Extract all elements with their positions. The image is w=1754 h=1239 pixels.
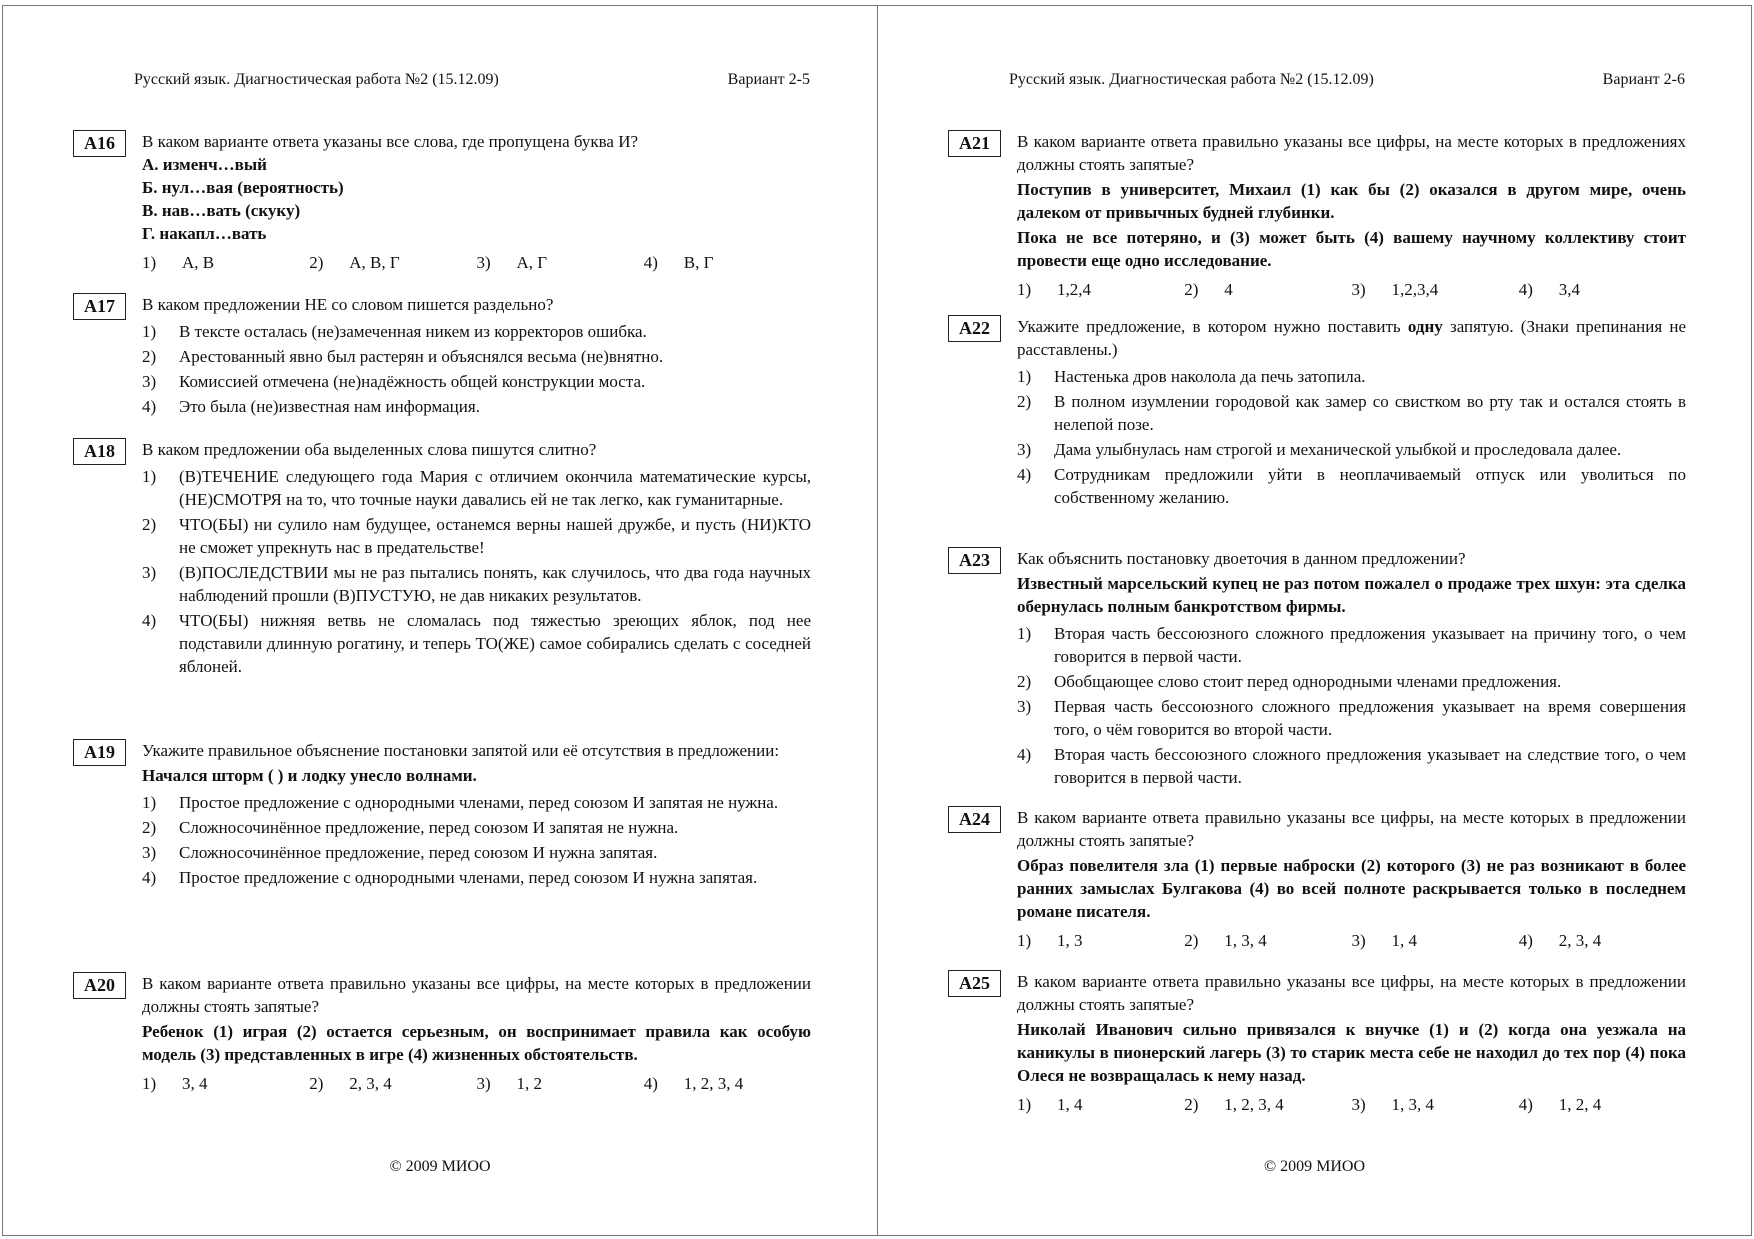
answer-choice: 2) А, В, Г bbox=[309, 253, 400, 272]
example-sentence: Известный марсельский купец не раз потом пожалел о продаже трех шхун: эта сделка обернулась полным банкротством фирмы. bbox=[1017, 574, 1686, 616]
question-stem: В каком предложении НЕ со словом пишется раздельно? bbox=[142, 295, 554, 314]
answer-choice: 2) 1, 3, 4 bbox=[1184, 931, 1267, 950]
option: 1) Вторая часть бессоюзного сложного предложения указывает на причину того, о чем говорится в первой части. bbox=[1017, 624, 1686, 666]
question-label: A25 bbox=[948, 970, 1001, 997]
answer-choice: 3) 1,2,3,4 bbox=[1351, 280, 1439, 299]
question-stem: В каком варианте ответа правильно указаны все цифры, на месте которых в предложении должны стоять запятые? bbox=[142, 974, 811, 1016]
option: 1) (В)ТЕЧЕНИЕ следующего года Мария с отличием окончила математические курсы, (НЕ)СМОТРЯ на то, что точные науки давались ей не так легко, как гуманитарные. bbox=[142, 467, 811, 509]
answer-choice: 4) 1, 2, 3, 4 bbox=[643, 1074, 744, 1093]
question-stem: В каком варианте ответа правильно указаны все цифры, на месте которых в предложениях должны стоять запятые? bbox=[1017, 132, 1686, 174]
letter-option: В. нав…вать (скуку) bbox=[142, 201, 301, 220]
option-list bbox=[142, 791, 811, 889]
option: 4) Это была (не)известная нам информация. bbox=[142, 397, 480, 416]
emphasis-word: одну bbox=[1407, 317, 1443, 336]
answer-choice: 1) 1, 3 bbox=[1017, 931, 1083, 950]
answer-choice: 2) 2, 3, 4 bbox=[309, 1074, 392, 1093]
question-a25 bbox=[948, 970, 1688, 1116]
option: 1) Простое предложение с однородными членами, перед союзом И запятая не нужна. bbox=[142, 793, 779, 812]
option: 3) Комиссией отмечена (не)надёжность общей конструкции моста. bbox=[142, 372, 646, 391]
option: 3) (В)ПОСЛЕДСТВИИ мы не раз пытались понять, как случилось, что два года научных наблюдений прошли (В)ПУСТУЮ, не дав никаких результатов. bbox=[142, 563, 811, 605]
answer-row bbox=[1017, 278, 1686, 301]
page-footer: © 2009 МИОО bbox=[389, 1158, 491, 1175]
question-stem: В каком варианте ответа правильно указаны все цифры, на месте которых в предложении должны стоять запятые? bbox=[1017, 808, 1686, 850]
header-variant: Вариант 2-5 bbox=[727, 71, 810, 88]
answer-choice: 2) 4 bbox=[1184, 280, 1233, 299]
example-sentence: Ребенок (1) играя (2) остается серьезным, он воспринимает правила как особую модель (3) представленных в игре (4) жизненных обстоятельств. bbox=[142, 1022, 811, 1064]
example-sentence: Образ повелителя зла (1) первые наброски (2) которого (3) не раз возникают в более ранних замыслах Булгакова (4) во всей полноте раскрывается только в последнем романе писателя. bbox=[1017, 856, 1686, 921]
answer-choice: 3) 1, 2 bbox=[476, 1074, 542, 1093]
option: 2) Арестованный явно был растерян и объяснялся весьма (не)внятно. bbox=[142, 347, 664, 366]
page-left bbox=[2, 5, 878, 1236]
question-a17 bbox=[73, 293, 813, 420]
example-sentence: Пока не все потеряно, и (3) может быть (4) вашему научному коллективу стоит провести еще одно исследование. bbox=[1017, 228, 1686, 270]
question-label: A21 bbox=[948, 130, 1001, 157]
option: 2) В полном изумлении городовой как замер со свистком во рту так и остался стоять в нелепой позе. bbox=[1017, 392, 1686, 434]
question-a18 bbox=[73, 438, 813, 680]
header-title: Русский язык. Диагностическая работа №2 (15.12.09) bbox=[1009, 71, 1374, 88]
page-footer: © 2009 МИОО bbox=[1263, 1158, 1366, 1175]
option: 4) Вторая часть бессоюзного сложного предложения указывает на следствие того, о чем говорится в первой части. bbox=[1017, 745, 1686, 787]
option: 4) Сотрудникам предложили уйти в неоплачиваемый отпуск или уволиться по собственному желанию. bbox=[1017, 465, 1686, 507]
answer-choice: 1) 3, 4 bbox=[142, 1074, 208, 1093]
page-right bbox=[877, 5, 1752, 1236]
answer-choice: 3) 1, 3, 4 bbox=[1351, 1095, 1434, 1114]
answer-choice: 4) 2, 3, 4 bbox=[1518, 931, 1602, 950]
answer-choice: 3) 1, 4 bbox=[1351, 931, 1417, 950]
question-label: A20 bbox=[73, 972, 126, 999]
option: 2) ЧТО(БЫ) ни сулило нам будущее, останемся верны нашей дружбе, и пусть (НИ)КТО не сможет упрекнуть нас в предательстве! bbox=[142, 515, 811, 557]
answer-choice: 4) 1, 2, 4 bbox=[1518, 1095, 1602, 1114]
example-sentence: Начался шторм ( ) и лодку унесло волнами. bbox=[142, 766, 477, 785]
question-label: A22 bbox=[948, 315, 1001, 342]
question-label: A17 bbox=[73, 293, 126, 320]
question-a22 bbox=[948, 315, 1688, 511]
question-label: A16 bbox=[73, 130, 126, 157]
letter-option: Г. накапл…вать bbox=[142, 224, 267, 243]
answer-choice: 1) 1, 4 bbox=[1017, 1095, 1083, 1114]
example-sentence: Николай Иванович сильно привязался к внучке (1) и (2) когда она уезжала на каникулы в пионерский лагерь (3) то старик места себе не находил до тех пор (4) пока Олеся не возвращалась к нему назад. bbox=[1017, 1020, 1686, 1085]
answer-choice: 1) А, В bbox=[142, 253, 215, 272]
question-a24 bbox=[948, 806, 1688, 952]
header-title: Русский язык. Диагностическая работа №2 (15.12.09) bbox=[134, 71, 499, 88]
question-a19 bbox=[73, 739, 813, 891]
question-stem: В каком предложении оба выделенных слова пишутся слитно? bbox=[142, 440, 597, 459]
answer-choice: 2) 1, 2, 3, 4 bbox=[1184, 1095, 1284, 1114]
question-stem: Укажите правильное объяснение постановки запятой или её отсутствия в предложении: bbox=[142, 741, 780, 760]
example-sentence: Поступив в университет, Михаил (1) как бы (2) оказался в другом мире, очень далеком от привычных будней глубинки. bbox=[1017, 180, 1686, 222]
question-label: A18 bbox=[73, 438, 126, 465]
option: 4) ЧТО(БЫ) нижняя ветвь не сломалась под тяжестью зреющих яблок, под нее подставили длинную рогатину, и теперь ТО(ЖЕ) самое собирались сделать с соседней яблоней. bbox=[142, 611, 811, 676]
answer-row bbox=[1017, 929, 1686, 952]
answer-choice: 3) А, Г bbox=[476, 253, 548, 272]
header-variant: Вариант 2-6 bbox=[1602, 71, 1685, 88]
answer-row bbox=[1017, 1093, 1686, 1116]
option: 1) Настенька дров наколола да печь затопила. bbox=[1017, 367, 1366, 386]
option-list bbox=[1017, 365, 1686, 509]
question-a20 bbox=[73, 972, 813, 1095]
option-list bbox=[1017, 622, 1686, 789]
option: 3) Сложносочинённое предложение, перед союзом И нужна запятая. bbox=[142, 843, 658, 862]
answer-row bbox=[142, 1072, 811, 1095]
option: 3) Первая часть бессоюзного сложного предложения указывает на время совершения того, о чём говорится во второй части. bbox=[1017, 697, 1686, 739]
option-list bbox=[142, 320, 811, 418]
option: 1) В тексте осталась (не)замеченная никем из корректоров ошибка. bbox=[142, 322, 647, 341]
answer-choice: 4) В, Г bbox=[643, 253, 714, 272]
option: 2) Обобщающее слово стоит перед однородными членами предложения. bbox=[1017, 672, 1562, 691]
letter-option: А. изменч…вый bbox=[142, 155, 267, 174]
answer-row bbox=[142, 251, 811, 274]
question-a16 bbox=[73, 130, 813, 274]
question-label: A23 bbox=[948, 547, 1001, 574]
answer-choice: 4) 3,4 bbox=[1518, 280, 1580, 299]
question-label: A19 bbox=[73, 739, 126, 766]
question-stem: В каком варианте ответа правильно указаны все цифры, на месте которых в предложении должны стоять запятые? bbox=[1017, 972, 1686, 1014]
option: 2) Сложносочинённое предложение, перед союзом И запятая не нужна. bbox=[142, 818, 679, 837]
letter-options bbox=[142, 153, 811, 245]
answer-choice: 1) 1,2,4 bbox=[1017, 280, 1091, 299]
question-stem: В каком варианте ответа указаны все слова, где пропущена буква И? bbox=[142, 132, 639, 151]
question-a23 bbox=[948, 547, 1688, 791]
option-list bbox=[142, 465, 811, 678]
option: 4) Простое предложение с однородными членами, перед союзом И нужна запятая. bbox=[142, 868, 758, 887]
question-a21 bbox=[948, 130, 1688, 301]
option: 3) Дама улыбнулась нам строгой и механической улыбкой и проследовала далее. bbox=[1017, 440, 1622, 459]
question-stem: Как объяснить постановку двоеточия в данном предложении? bbox=[1017, 549, 1466, 568]
question-label: A24 bbox=[948, 806, 1001, 833]
question-stem: Укажите предложение, в котором нужно поставить одну запятую. (Знаки препинания не расставлены.) bbox=[1017, 317, 1686, 359]
letter-option: Б. нул…вая (вероятность) bbox=[142, 178, 344, 197]
